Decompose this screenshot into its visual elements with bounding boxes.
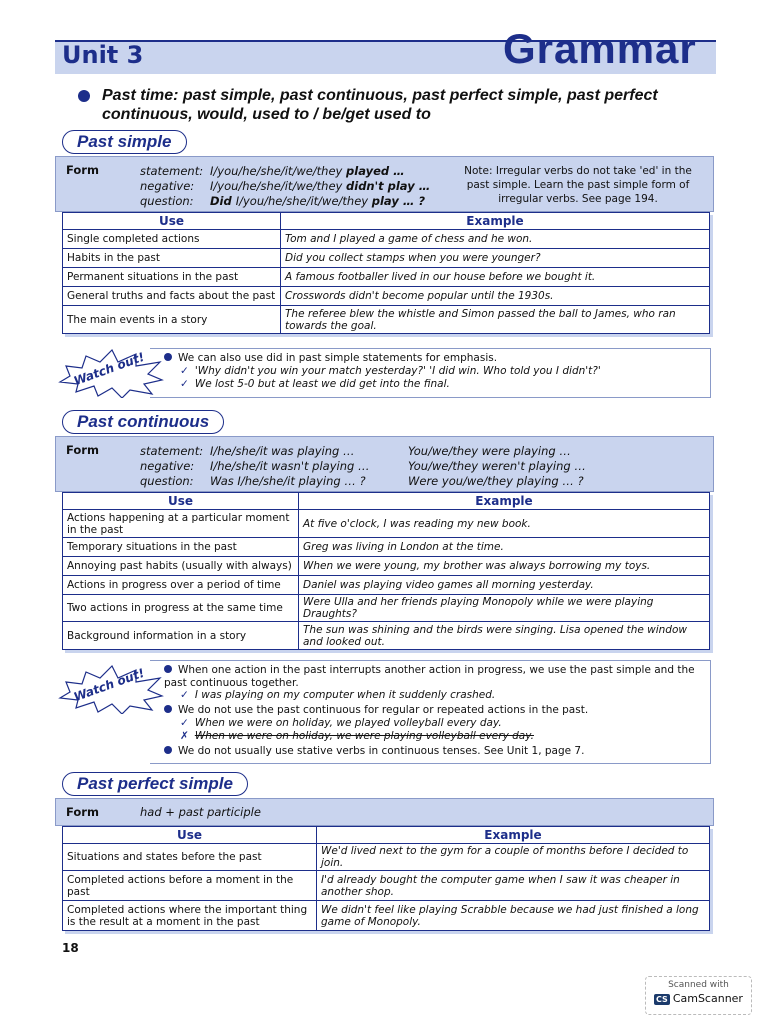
form-text: had + past participle: [140, 805, 261, 819]
check-icon: ✓: [180, 689, 189, 701]
watermark-line2: CS CamScanner: [656, 992, 743, 1005]
watch-out-label: Watch out!: [71, 349, 147, 389]
table-row: [63, 871, 710, 901]
form-label: Form: [66, 443, 99, 457]
watch-check: ✓ When we were on holiday, we played volleyball every day.: [180, 717, 502, 729]
use-cell: Situations and states before the past: [63, 844, 317, 871]
form-row-text: I/you/he/she/it/we/they didn't play …: [210, 179, 431, 193]
check-icon: ✓: [180, 378, 189, 390]
use-cell: Habits in the past: [63, 249, 281, 268]
form-row-label: statement:: [140, 164, 204, 178]
table-row: [63, 306, 710, 334]
example-cell: We didn't feel like playing Scrabble because we had just finished a long game of Monopoly.: [317, 901, 710, 931]
example-cell: Crosswords didn't become popular until the 1930s.: [281, 287, 710, 306]
watch-check: ✓ I was playing on my computer when it suddenly crashed.: [180, 689, 496, 701]
bullet-icon: [78, 90, 90, 102]
form-label: Form: [66, 805, 99, 819]
example-column-header: Example: [299, 493, 710, 510]
use-cell: Single completed actions: [63, 230, 281, 249]
use-cell: General truths and facts about the past: [63, 287, 281, 306]
use-cell: Background information in a story: [63, 622, 299, 650]
example-cell: Were Ulla and her friends playing Monopoly while we were playing Draughts?: [299, 595, 710, 622]
check-icon: ✓: [180, 717, 189, 729]
table-header-row: [63, 213, 710, 230]
form-row-label: negative:: [140, 179, 195, 193]
use-cell: Completed actions before a moment in the past: [63, 871, 317, 901]
example-cell: Tom and I played a game of chess and he won.: [281, 230, 710, 249]
watch-bullet: We do not use the past continuous for regular or repeated actions in the past.: [164, 704, 588, 717]
topic-heading: [78, 86, 718, 124]
form-row-text: You/we/they weren't playing …: [408, 459, 586, 473]
section-heading-past-perfect-simple: Past perfect simple: [62, 772, 248, 796]
watermark-line1: Scanned with: [668, 980, 729, 990]
use-column-header: Use: [63, 493, 299, 510]
use-cell: Completed actions where the important thing is the result at a moment in the past: [63, 901, 317, 931]
table-row: [63, 844, 710, 871]
use-cell: Actions in progress over a period of time: [63, 576, 299, 595]
use-cell: The main events in a story: [63, 306, 281, 334]
table-row: [63, 557, 710, 576]
watch-check: ✓ 'Why didn't you win your match yesterday?' 'I did win. Who told you I didn't?': [180, 365, 601, 377]
watch-bullet: We can also use did in past simple statements for emphasis.: [164, 352, 497, 365]
table-row: [63, 622, 710, 650]
example-cell: We'd lived next to the gym for a couple of months before I decided to join.: [317, 844, 710, 871]
past-perfect-use-table: [62, 826, 710, 931]
table-row: [63, 230, 710, 249]
past-perfect-form-box: [55, 798, 714, 826]
form-row-text: I/you/he/she/it/we/they played …: [210, 164, 405, 178]
form-row-label: question:: [140, 474, 194, 488]
past-simple-form-box: [55, 156, 714, 212]
form-row-label: question:: [140, 194, 194, 208]
use-cell: Temporary situations in the past: [63, 538, 299, 557]
watch-check: ✓ We lost 5-0 but at least we did get into the final.: [180, 378, 450, 390]
example-column-header: Example: [281, 213, 710, 230]
example-cell: When we were young, my brother was always borrowing my toys.: [299, 557, 710, 576]
watch-out-label: Watch out!: [71, 665, 147, 705]
table-header-row: [63, 493, 710, 510]
section-heading-past-continuous: Past continuous: [62, 410, 224, 434]
table-header-row: [63, 827, 710, 844]
example-cell: I'd already bought the computer game when I saw it was cheaper in another shop.: [317, 871, 710, 901]
section-heading-past-simple: Past simple: [62, 130, 187, 154]
table-row: [63, 901, 710, 931]
example-cell: Greg was living in London at the time.: [299, 538, 710, 557]
use-cell: Two actions in progress at the same time: [63, 595, 299, 622]
past-simple-use-table: [62, 212, 710, 334]
example-cell: The referee blew the whistle and Simon passed the ball to James, who ran towards the goal.: [281, 306, 710, 334]
table-row: [63, 268, 710, 287]
table-row: [63, 595, 710, 622]
example-cell: Daniel was playing video games all morning yesterday.: [299, 576, 710, 595]
page-title: Grammar: [503, 25, 697, 72]
table-row: [63, 576, 710, 595]
irregular-verbs-note: Note: Irregular verbs do not take 'ed' in the past simple. Learn the past simple form of irregular verbs. See page 194.: [464, 165, 692, 205]
past-continuous-form-box: [55, 436, 714, 492]
table-row: [63, 287, 710, 306]
bullet-icon: [164, 746, 172, 754]
watch-bullet: When one action in the past interrupts another action in progress, we use the past simple and the past continuous together.: [164, 664, 695, 689]
form-row-label: negative:: [140, 459, 195, 473]
example-column-header: Example: [317, 827, 710, 844]
table-row: [63, 249, 710, 268]
example-cell: At five o'clock, I was reading my new book.: [299, 510, 710, 538]
camscanner-logo-icon: CS: [656, 995, 668, 1004]
form-label: Form: [66, 163, 99, 177]
form-row-text: Did I/you/he/she/it/we/they play … ?: [210, 194, 426, 208]
camscanner-watermark: [645, 976, 752, 1015]
watch-out-box: [150, 348, 711, 398]
unit-label: Unit 3: [62, 41, 144, 69]
cross-icon: ✗: [180, 730, 189, 742]
form-row-text: Was I/he/she/it playing … ?: [210, 474, 366, 488]
topic-text: Past time: past simple, past continuous, past perfect simple, past perfect continuous, would, used to / be/get used to: [102, 87, 658, 123]
watch-cross: ✗ When we were on holiday, we were playing volleyball every day.: [180, 730, 534, 742]
example-cell: Did you collect stamps when you were younger?: [281, 249, 710, 268]
past-continuous-use-table: [62, 492, 710, 650]
form-row-text: Were you/we/they playing … ?: [408, 474, 584, 488]
form-row-text: I/he/she/it wasn't playing …: [210, 459, 370, 473]
page-number: 18: [62, 941, 79, 955]
use-cell: Permanent situations in the past: [63, 268, 281, 287]
table-row: [63, 538, 710, 557]
use-column-header: Use: [63, 213, 281, 230]
use-cell: Actions happening at a particular moment in the past: [63, 510, 299, 538]
form-row-text: I/he/she/it was playing …: [210, 444, 355, 458]
watch-bullet: We do not usually use stative verbs in continuous tenses. See Unit 1, page 7.: [164, 745, 584, 758]
watch-out-box: [150, 660, 711, 764]
table-row: [63, 510, 710, 538]
form-row-label: statement:: [140, 444, 204, 458]
form-row-text: You/we/they were playing …: [408, 444, 571, 458]
example-cell: The sun was shining and the birds were singing. Lisa opened the window and looked out.: [299, 622, 710, 650]
example-cell: A famous footballer lived in our house before we bought it.: [281, 268, 710, 287]
use-column-header: Use: [63, 827, 317, 844]
use-cell: Annoying past habits (usually with always): [63, 557, 299, 576]
check-icon: ✓: [180, 365, 189, 377]
